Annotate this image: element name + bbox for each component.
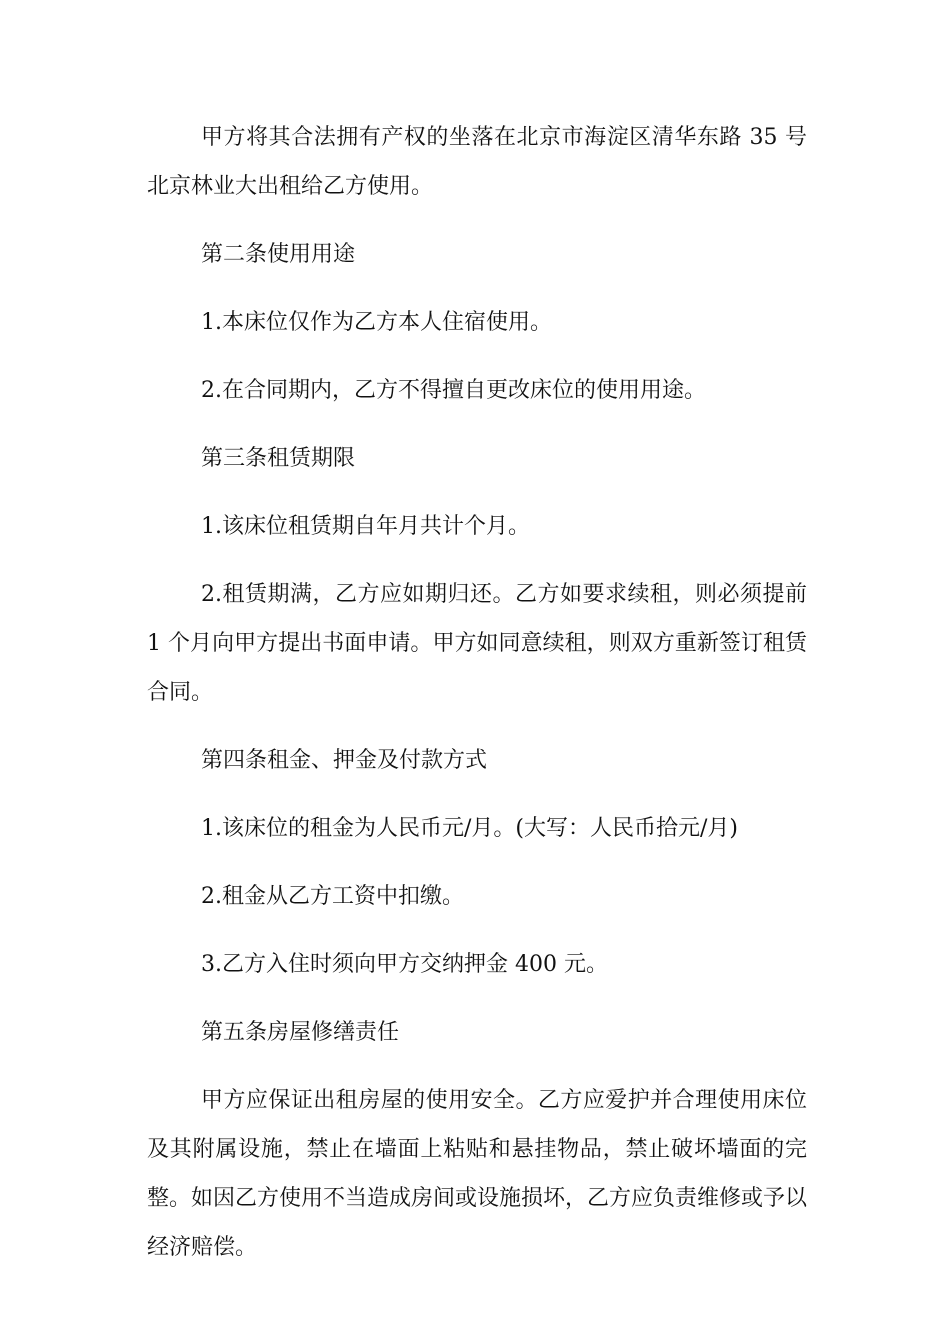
document-body bbox=[147, 113, 807, 1291]
heading-article-4: 第四条租金、押金及付款方式 bbox=[201, 748, 488, 773]
paragraph-property-location: 甲方将其合法拥有产权的坐落在北京市海淀区清华东路 35 号北京林业大出租给乙方使用。 bbox=[147, 125, 807, 199]
heading-article-5: 第五条房屋修缮责任 bbox=[201, 1020, 400, 1045]
paragraph-article-3-item-1: 1.该床位租赁期自年月共计个月。 bbox=[201, 514, 530, 539]
paragraph-article-4-item-1: 1.该床位的租金为人民币元/月。(大写：人民币拾元/月) bbox=[201, 816, 738, 841]
paragraph-article-2-item-1: 1.本床位仅作为乙方本人住宿使用。 bbox=[201, 310, 552, 335]
paragraph-article-4-item-3: 3.乙方入住时须向甲方交纳押金 400 元。 bbox=[201, 952, 608, 977]
heading-article-3: 第三条租赁期限 bbox=[201, 446, 356, 471]
paragraph-article-5-body: 甲方应保证出租房屋的使用安全。乙方应爱护并合理使用床位及其附属设施，禁止在墙面上粘贴和悬挂物品，禁止破坏墙面的完整。如因乙方使用不当造成房间或设施损坏，乙方应负责维修或予以经济赔偿。 bbox=[147, 1088, 808, 1260]
heading-article-2: 第二条使用用途 bbox=[201, 242, 356, 267]
paragraph-article-2-item-2: 2.在合同期内，乙方不得擅自更改床位的使用用途。 bbox=[201, 378, 706, 403]
paragraph-article-4-item-2: 2.租金从乙方工资中扣缴。 bbox=[201, 884, 464, 909]
paragraph-article-3-item-2: 2.租赁期满，乙方应如期归还。乙方如要求续租，则必须提前 1 个月向甲方提出书面申请。甲方如同意续租，则双方重新签订租赁合同。 bbox=[147, 582, 807, 705]
